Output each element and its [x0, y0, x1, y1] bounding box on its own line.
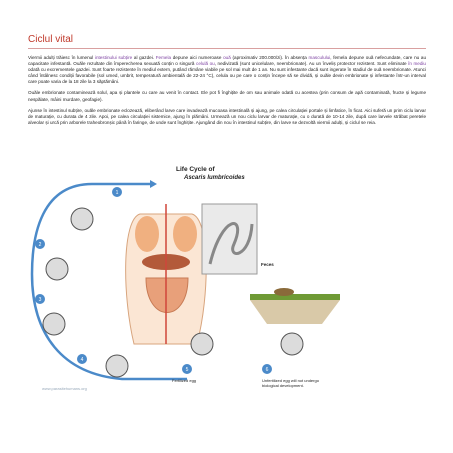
egg-icon [106, 355, 128, 377]
figure-subtitle: Ascaris lumbricoides [184, 175, 245, 181]
paragraph-text: , nedivizată (sunt unicelulare, neembrionate). Au un înveliș protector rezistent. Sunt eliminate [214, 61, 409, 67]
right-lung [173, 216, 197, 252]
paragraph [28, 108, 426, 126]
egg-icon [71, 208, 93, 230]
paragraph [28, 55, 426, 85]
highlighted-term: masculului [308, 55, 331, 60]
highlighted-term: Femela [155, 55, 172, 60]
feces-icon [274, 288, 294, 296]
step-1: 1 [115, 190, 119, 196]
step-4: 4 [80, 357, 84, 363]
paragraph-text: odată cu excrementele gazdei. Sunt foarte rezistente în mediul extern, putând rămâne viabile pe sol mai mult de 1 an. Nu sunt infestante dacă sunt ingerate în stadiul de ouă neembrionate. Atunci când întâlnesc condiții favorabile (sol umed, umbrit, temperatură ambientală de 22-24 °C), celula ou pe care o conțin începe să se dividă, și ouăle devin embrionate și infestante într-un interval care poate varia de la 18 zile la 3 săptămâni. [28, 67, 426, 85]
document-body [28, 55, 426, 126]
highlighted-term: celulă ou [196, 61, 215, 67]
paragraph-text: depune aici numeroase [171, 55, 224, 60]
soil [250, 294, 340, 300]
paragraph-text: , femela depune ouă nefecundate, care nu au capacitate infestantă. Ouăle rezultate din împerecherea sexuată conțin o singură [28, 55, 426, 67]
ground [250, 300, 340, 324]
egg-icon [46, 258, 68, 280]
step-2: 2 [38, 242, 42, 248]
life-cycle-diagram [22, 174, 342, 390]
page-title: Ciclul vital [28, 34, 426, 49]
step-3: 3 [38, 297, 42, 303]
paragraph-text: Ajunse în intestinul subțire, ouăle embrionate eclozează, eliberând larve care invadează mucoasa intestinală și ajung, pe calea circulației portale și limfatice, în ficat. Aici suferă un prim ciclu larvar de maturație, cu durata de 4 zile. Apoi, pe calea circulației sistemice, ajung în plămâni. Urmează un nou ciclu larvar de maturație, cu o durată de 10-14 zile, după care larvele străbat peretele alveolar și urcă prin arborele traheobronșic până în faringe, de unde sunt înghițite. Ajungând din nou în intestinul subțire, din larve se dezvoltă viermii adulți, și ciclul se reia. [28, 107, 426, 125]
legend-unfertilized-egg: Unfertilized egg will not undergo biological development. [262, 378, 319, 388]
paragraph-text: al gazdei. [132, 55, 156, 60]
paragraph-text: (aproximativ 200.000/zi). În absența [230, 55, 309, 60]
watermark: www.parasitehumans.org [42, 386, 87, 391]
step-5: 5 [185, 367, 189, 373]
egg-icon [191, 333, 213, 355]
feces-label: Feces [261, 262, 274, 267]
paragraph-text: Viermii adulți trăiesc în lumenul [28, 55, 95, 60]
left-lung [135, 216, 159, 252]
document-page [28, 34, 426, 131]
highlighted-term: ouă [223, 55, 231, 60]
legend-fertilized-egg: Fertilized egg [172, 378, 197, 383]
paragraph [28, 90, 426, 102]
egg-icon [43, 313, 65, 335]
egg-icon [281, 333, 303, 355]
highlighted-term: intestinului subțire [94, 55, 133, 60]
step-6: 6 [265, 367, 269, 373]
arrow-head [150, 180, 157, 188]
figure-title: Life Cycle of [176, 166, 215, 173]
highlighted-term: în mediu [408, 61, 426, 67]
paragraph-text: Ouăle embrionate contaminează solul, apa și plantele cu care au venit în contact. Ele pot fi înghițite de om sau animale odată cu acestea (prin consum de apă contaminată, fructe și legume nespălate, mâini murdare, geofagie). [28, 90, 426, 102]
